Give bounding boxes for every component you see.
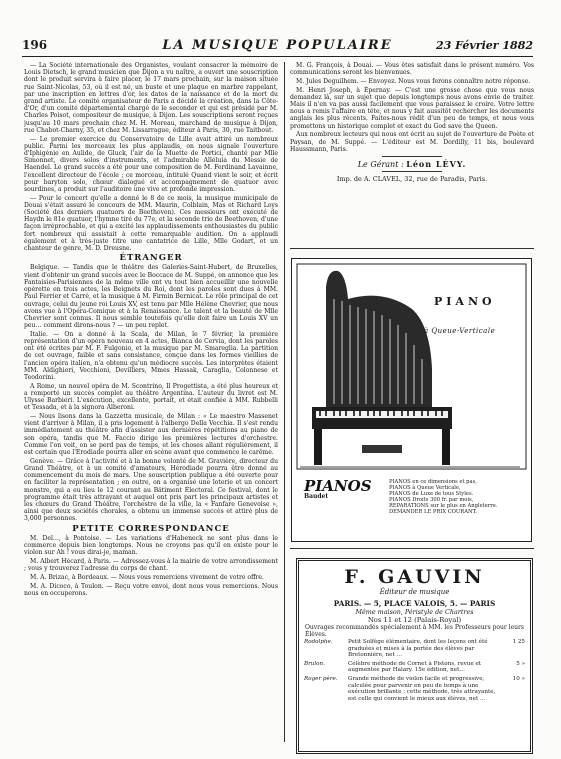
correspondence-item: M. Jules Deguilhem. — Envoyez. Nous vous ferons connaître notre réponse. (296, 77, 531, 85)
article-paragraph: — Le premier exercice du Conservatoire de Lille avait attiré un nombreux public. Parmi les morceaux les plus applaudis, on nous signale l'ouverture d'Iphigénie en Aulide, de Gluck, l'air de la Muette de Portici, chanté par Mlle Simonnet, divers solos d'instruments, et l'admirable Alléluia du Messie de Haendel. Le grand succès a été pour une composition de M. Ferdinand Lavainne, l'excellent directeur de l'école ; ce morceau, intitulé Quand vient le soir, et écrit pour baryton solo, chœur dialogué et accompagnement de quatuor avec sourdines, a produit sur l'auditoire une vive et profonde impression. (24, 135, 278, 193)
work-author: Brulon. (304, 660, 325, 667)
divider (290, 548, 534, 549)
journal-title: LA MUSIQUE POPULAIRE (162, 38, 393, 53)
correspondence-item: M. Del…, à Pontoise. — Les variations d'Habeneck ne sont plus dans le commerce depuis bien longtemps. Nous ne croyons pas qu'il en existe pour le violon sur Ah ! vous dirai-je, maman. (24, 534, 278, 557)
article-paragraph: — Nous lisons dans la Gazzetta musicale, de Milan : « Le maestro Massenet vient d'arriver à Milan, il a pris logement à l'albergo Della Vecchia. Il s'est rendu immédiatement au théâtre afin d'assister aux dernières répétitions au piano de son opéra, tandis que M. Faccio dirige les premières lectures d'orchestre. Comme l'on voit, on se perd pas de temps, et les choses allant régulièrement, il est certain que l'Erodiade pourra aller en scène avant que commence le carême. (24, 413, 278, 457)
article-paragraph: — Pour le concert qu'elle a donné le 8 de ce mois, la musique municipale de Douai s'était assuré le concours de MM. Maurin, Colblain, Mas et Richard Loys (Société des derniers quatuors de Beethoven). Ces messieurs ont exécuté de Haydn le 81e quatuor, l'hymne tiré du 77e, et la seconde trio de Beethoven, d'une façon irréprochable, et qui a excité les applaudissements enthousiastes du public fort nombreux qui assistait à cette remarquable audition. On a applaudi également et à très-juste titre une cantatrice de Lille, Mlle Godart, et un chanteur de genre, M. D. Dreusne. (24, 194, 278, 253)
divider (382, 156, 442, 157)
publisher-name: F. GAUVIN (344, 566, 485, 588)
brand-maker: Baudet (304, 493, 329, 500)
ad-line: REPARATIONS sur le plus en Angleterre. (389, 503, 498, 509)
work-author: Rodolphe. (304, 639, 333, 645)
imprint: Imp. de A. CLAVEL, 32, rue de Paradis, Paris. (336, 175, 488, 184)
work-price: 10 » (512, 675, 525, 682)
ad-line: DEMANDER LE PRIX COURANT. (389, 509, 477, 515)
left-column (24, 62, 278, 742)
publisher-subtitle: Éditeur de musique (379, 588, 450, 596)
article-paragraph: Belgique. — Tandis que le théâtre des Galeries-Saint-Hubert, de Bruxelles, vient d'obtenir un grand succès avec le Boccace de M. Suppé, on annonce que les Fantaisies-Parisiennes de la même ville ont vu tout bien accueillir une nouvelle opérette en trois actes, les Beignets du Roi, dont les paroles sont dues à MM. Paul Ferrier et Carré, et la musique à M. Firmin Bernicat. Le rôle principal de cet ouvrage, celui du jeune roi Louis XV, est tenu par Mlle Hélène Chevrier, que nous avons vue à l'Opéra-Comique et à la Renaissance. Le talent et la beauté de Mlle Chevrier sont connus. Il nous semble toutefois qu'elle doit faire un Louis XV un peu… comment dirons-nous ? — un peu replet. (24, 264, 278, 330)
gauvin-advertisement (296, 558, 533, 754)
table-row (299, 638, 530, 660)
ad-line: PIANOS en ce dimensions et pas, (389, 479, 477, 485)
table-row (299, 660, 530, 675)
work-author: Roger père. (304, 675, 338, 682)
work-price: 5 » (516, 660, 525, 667)
article-paragraph: — La Société internationale des Organistes, voulant consacrer la mémoire de Louis Dietsch, le grand musicien que Dijon a vu naître, a ouvert une souscription dont le produit servira à faire placer, le 17 mars prochain, sur la maison située rue Saint-Nicolas, 53, où il est né, un buste et une plaque en marbre rappelant, par une inscription en lettres d'or, les dates de la naissance et de la mort du grand artiste. Le comité organisateur de Paris a décidé la création, dans la Côte-d'Or, d'un comité départemental chargé de le seconder et qui est présidé par M. Charles Poisot, compositeur de musique, à Dijon. Les souscriptions seront reçues jusqu'au 10 mars prochain chez M. H. Moreau, marchand de musique à Dijon, rue Chabot-Charny, 35, et chez M. Lissarrague, éditeur à Paris, 30, rue Taitbout. (24, 62, 278, 134)
work-description: Petit Solfège élémentaire, dont les leçons ont été graduées et mises à la portée des élèves par Bretonnière, net … (348, 639, 488, 659)
table-row (299, 675, 530, 703)
section-heading-correspondance: PETITE CORRESPONDANCE (72, 523, 230, 534)
recommendation-text: Ouvrages recommandés spécialement à MM. les Professeurs pour leurs Élèves. (305, 624, 524, 638)
correspondence-item: M. A. Brizac, à Bordeaux. — Nous vous remercions vivement de votre offre. (30, 573, 264, 581)
page-header (22, 38, 533, 57)
correspondence-item: M. A. Dicoco, à Toulon. — Reçu votre envoi, dont nous vous remercions. Nous nous en occuperons. (24, 582, 278, 597)
right-column (290, 62, 534, 187)
correspondence-item: M. Albert Hécard, à Paris. — Adressez-vous à la mairie de votre arrondissement ; vous y trouverez l'adresse du corps de chant. (24, 557, 278, 573)
issue-date: 23 Février 1882 (436, 39, 533, 52)
gerant-name: Léon LÉVY. (406, 158, 467, 169)
work-price: 1 25 (512, 639, 525, 645)
ad-line: PIANOS à Queue Verticale, (389, 485, 461, 491)
correspondence-item: Aux nombreux lecteurs qui nous ont écrit au sujet de l'ouverture de Poète et Paysan, de M. Suppé. — L'éditeur est M. Dordilly, 11 bis, boulevard Haussmann, Paris. (290, 131, 534, 153)
column-divider (284, 62, 285, 742)
ad-line: PIANOS Droits 300 fr. par mois, (389, 497, 474, 503)
ad-lines (389, 479, 525, 515)
piano-advertisement (291, 258, 532, 542)
piano-illustration (292, 259, 531, 474)
publisher-branch: Même maison, Péristyle de Chartres (355, 608, 474, 616)
gerant-line (290, 158, 534, 169)
article-paragraph: Genève. — Grâce à l'activité et à la bonne volonté de M. Gravière, directeur du Grand Théâtre, et à un comité d'amateurs, Hérodiade pourra être donné au commencement du mois de mars. Une souscription publique a été ouverte pour en faciliter la représentation ; en outre, on a organisé une loterie et un concert monstre, qui a eu lieu le 12 courant au Bâtiment Électoral. Ce festival, dont le programme était très attrayant et auquel ont pris part les principaux artistes et les chœurs du Grand Théâtre, l'orchestre de la ville, la « Fanfare Genevoise », ainsi que deux sociétés chorales, a obtenu un immense succès et attiré plus de 3,000 personnes. (24, 457, 278, 523)
ad-title: PIANO (434, 295, 496, 308)
works-table (299, 638, 530, 703)
brand-name: PIANOS (304, 477, 372, 495)
divider (290, 248, 534, 249)
divider (382, 171, 442, 172)
work-description: Célèbre méthode de Cornet à Pistons, revue et augmentée par Halary. 15e édition, net… (348, 660, 482, 674)
page-number: 196 (22, 38, 48, 52)
article-paragraph: A Rome, un nouvel opéra de M. Scontrino, Il Progettista, a été plus heureux et a remporté un succès complet au théâtre Argentina. L'auteur du livret est M. Ulysse Barbieri. L'exécution, excellente, portait, et était confiée à MM. Rubbelli et Tessada, et à la signora Alberoni. (24, 382, 278, 412)
article-paragraph: Italie. — On a donné à la Scala, de Milan, le 7 février, la première représentation d'un opéra nouveau en 4 actes, Bianca de Cervia, dont les paroles ont été écrites par M. F. Fulgonio, et la musique par M. Smareglia. La partition de cet ouvrage, faible et sans consistance, conçue dans les formes vieillies de l'ancien opéra italien, n'a obtenu qu'un médiocre succès. Les interprètes étaient MM. Aldighieri, Vecchioni, Devilliers, Mmes Hassak, Caraglia, Colonnese et Teodorini. (24, 330, 278, 382)
publisher-address: PARIS. — 5, PLACE VALOIS, 5. — PARIS (333, 599, 496, 608)
gerant-label: Le Gérant : (357, 159, 404, 169)
ad-line: PIANOS de Luxe de tous Styles. (389, 491, 474, 497)
publisher-numbers: Nos 11 et 12 (Palais-Royal) (367, 616, 462, 624)
correspondence-item: M. G. François, à Douai. — Vous êtes satisfait dans le présent numéro. Vos communications seront les bienvenues. (290, 62, 534, 77)
work-description: Grande méthode de violon facile et progressive, calculée pour parvenir en peu de temps à une exécution brillante ; cette méthode, très attrayante, est celle qui convient le mieux aux élèves, net … (348, 675, 496, 702)
correspondence-item: M. Henri Joseph, à Épernay. — C'est une grosse chose que vous nous demandez là, sur un sujet que depuis longtemps nous avons envie de traiter. Mais il n'en va pas aussi facilement que vous paraissez le croire. Votre lettre nous a remis l'affaire en tête, et nous y fait aussitôt rechercher les documents anglais les plus récents. Faites-nous rédit d'un peu de temps, et nous vous promettons un historique complet et exact du God save the Queen. (290, 86, 534, 130)
section-heading-etranger: ÉTRANGER (119, 253, 183, 264)
ad-subtitle: à Queue-Verticale (424, 327, 496, 335)
